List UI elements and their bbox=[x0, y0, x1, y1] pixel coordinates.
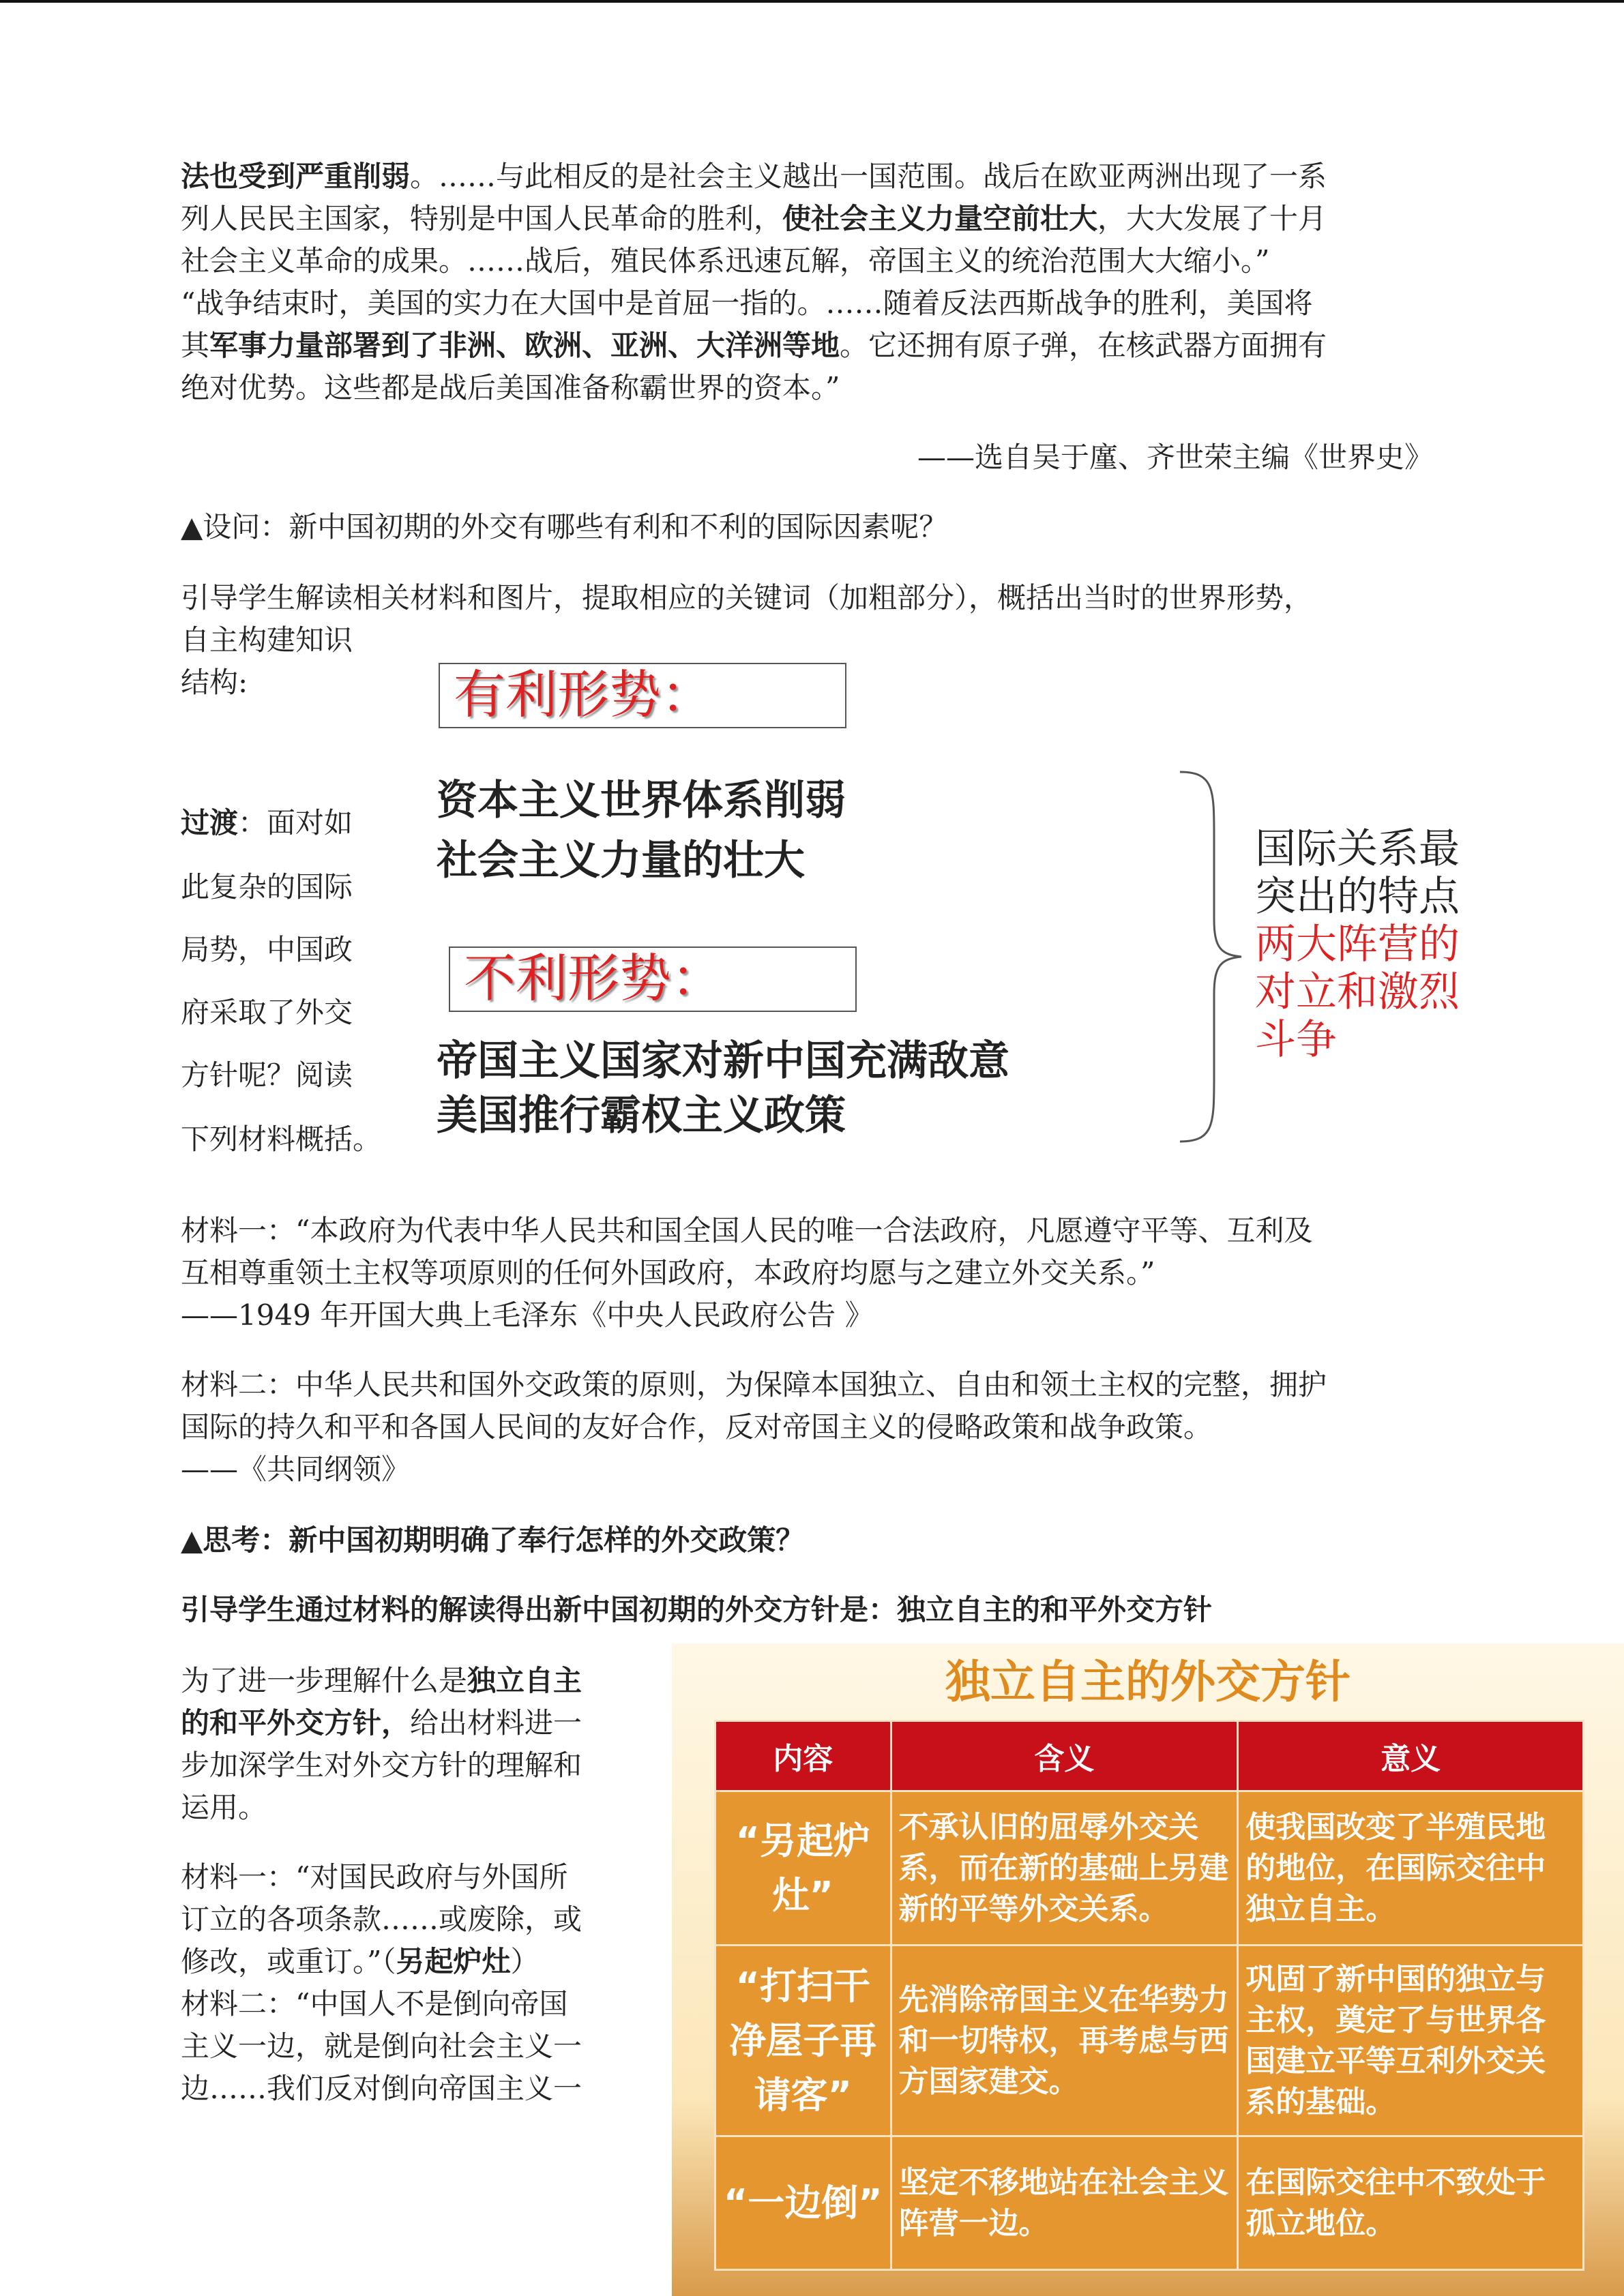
intro-text-5b: 。它还拥有原子弹，在核武器方面拥有 bbox=[840, 329, 1327, 362]
transition-line-3: 局势，中国政 bbox=[181, 933, 353, 966]
left-p1-bold-1: 独立自主 bbox=[467, 1664, 582, 1697]
row-3-significance: 在国际交往中不致处于孤立地位。 bbox=[1238, 2136, 1584, 2270]
table-header-row bbox=[715, 1721, 1584, 1791]
favorable-title: 有利形势： bbox=[454, 664, 713, 725]
left-m1-line-1: 材料一：“对国民政府与外国所 bbox=[181, 1860, 568, 1894]
material-1-source: ——1949 年开国大典上毛泽东《中央人民政府公告 》 bbox=[181, 1298, 874, 1332]
intro-text-2a: 列人民民主国家，特别是中国人民革命的胜利， bbox=[181, 202, 783, 235]
feature-text bbox=[1255, 825, 1460, 1064]
policy-table bbox=[714, 1720, 1584, 2271]
intro-bold-5: 军事力量部署到了非洲、欧洲、亚洲、大洋洲等地 bbox=[209, 329, 840, 362]
feature-line-2: 突出的特点 bbox=[1255, 873, 1460, 921]
transition-line-6: 下列材料概括。 bbox=[181, 1122, 382, 1156]
feature-red-line-3: 斗争 bbox=[1255, 1016, 1337, 1064]
guide-2: 引导学生通过材料的解读得出新中国初期的外交方针是：独立自主的和平外交方针 bbox=[181, 1593, 1213, 1626]
intro-text-5a: 其 bbox=[181, 329, 210, 362]
intro-bold-2: 使社会主义力量空前壮大 bbox=[782, 202, 1098, 235]
table-row bbox=[715, 1791, 1584, 1945]
intro-source: ——选自吴于廑、齐世荣主编《世界史》 bbox=[917, 441, 1434, 474]
row-2-meaning: 先消除帝国主义在华势力和一切特权，再考虑与西方国家建交。 bbox=[891, 1945, 1238, 2136]
feature-line-1: 国际关系最 bbox=[1255, 825, 1460, 873]
transition-line-1 bbox=[181, 802, 353, 844]
left-p1-bold-2: 的和平外交方针， bbox=[181, 1706, 411, 1740]
left-p1-text-2: 给出材料进一 bbox=[410, 1706, 582, 1740]
intro-line-1 bbox=[181, 155, 1327, 198]
row-1-significance: 使我国改变了半殖民地的地位，在国际交往中独立自主。 bbox=[1238, 1791, 1584, 1945]
header-meaning: 含义 bbox=[891, 1721, 1238, 1791]
intro-line-6: 绝对优势。这些都是战后美国准备称霸世界的资本。” bbox=[181, 371, 840, 404]
intro-line-2 bbox=[181, 198, 1327, 240]
intro-line-3: 社会主义革命的成果。……战后，殖民体系迅速瓦解，帝国主义的统治范围大大缩小。” bbox=[181, 244, 1270, 278]
favorable-item-1: 资本主义世界体系削弱 bbox=[437, 777, 846, 824]
left-p1-line-3: 步加深学生对外交方针的理解和 bbox=[181, 1748, 582, 1782]
table-row bbox=[715, 2136, 1584, 2270]
header-content: 内容 bbox=[715, 1721, 891, 1791]
curly-brace-icon bbox=[1173, 769, 1248, 1144]
unfavorable-item-2: 美国推行霸权主义政策 bbox=[437, 1092, 846, 1139]
left-p1-line-4: 运用。 bbox=[181, 1791, 267, 1824]
left-m2-line-1: 材料二：“中国人不是倒向帝国 bbox=[181, 1987, 568, 2021]
left-p1-line-1 bbox=[181, 1660, 582, 1702]
guide-1-line-3: 结构: bbox=[181, 666, 248, 699]
transition-line-2: 此复杂的国际 bbox=[181, 870, 353, 904]
favorable-item-2: 社会主义力量的壮大 bbox=[437, 837, 805, 884]
feature-red-line-2: 对立和激烈 bbox=[1255, 968, 1460, 1016]
unfavorable-title: 不利形势： bbox=[464, 948, 723, 1009]
guide-1-line-1: 引导学生解读相关材料和图片，提取相应的关键词（加粗部分），概括出当时的世界形势， bbox=[181, 581, 1313, 614]
transition-line-4: 府采取了外交 bbox=[181, 996, 353, 1029]
row-2-significance: 巩固了新中国的独立与主权，奠定了与世界各国建立平等互利外交关系的基础。 bbox=[1238, 1945, 1584, 2136]
material-2-line-1: 材料二：中华人民共和国外交政策的原则，为保障本国独立、自由和领土主权的完整，拥护 bbox=[181, 1368, 1327, 1401]
row-1-meaning: 不承认旧的屈辱外交关系，而在新的基础上另建新的平等外交关系。 bbox=[891, 1791, 1238, 1945]
row-2-content: “打扫干净屋子再请客” bbox=[715, 1945, 891, 2136]
left-m1-line-3 bbox=[181, 1941, 540, 1983]
panel-title: 独立自主的外交方针 bbox=[945, 1656, 1350, 1708]
material-1-line-2: 互相尊重领土主权等项原则的任何外国政府，本政府均愿与之建立外交关系。” bbox=[181, 1256, 1155, 1289]
question-2: ▲思考：新中国初期明确了奉行怎样的外交政策？ bbox=[181, 1523, 805, 1557]
unfavorable-item-1: 帝国主义国家对新中国充满敌意 bbox=[437, 1037, 1009, 1085]
transition-text-1: ：面对如 bbox=[238, 806, 353, 839]
question-1: ▲设问：新中国初期的外交有哪些有利和不利的国际因素呢？ bbox=[181, 510, 948, 543]
left-m2-line-2: 主义一边，就是倒向社会主义一 bbox=[181, 2029, 582, 2063]
intro-line-4: “战争结束时，美国的实力在大国中是首屈一指的。……随着反法西斯战争的胜利，美国将 bbox=[181, 286, 1313, 320]
row-1-content: “另起炉灶” bbox=[715, 1791, 891, 1945]
material-2-source: ——《共同纲领》 bbox=[181, 1452, 411, 1486]
left-m1-line-2: 订立的各项条款……或废除，或 bbox=[181, 1903, 582, 1936]
left-p1-text-1: 为了进一步理解什么是 bbox=[181, 1664, 468, 1697]
left-m1-text-3b: ） bbox=[510, 1945, 540, 1978]
material-2-line-2: 国际的持久和平和各国人民间的友好合作，反对帝国主义的侵略政策和战争政策。 bbox=[181, 1410, 1213, 1444]
left-m1-bold-3: 另起炉灶 bbox=[396, 1945, 511, 1978]
intro-line-5 bbox=[181, 325, 1327, 367]
transition-line-5: 方针呢？阅读 bbox=[181, 1058, 353, 1092]
feature-red-line-1: 两大阵营的 bbox=[1255, 921, 1460, 968]
intro-text-1: 。……与此相反的是社会主义越出一国范围。战后在欧亚两洲出现了一系 bbox=[410, 160, 1327, 193]
row-3-meaning: 坚定不移地站在社会主义阵营一边。 bbox=[891, 2136, 1238, 2270]
table-row bbox=[715, 1945, 1584, 2136]
favorable-box bbox=[439, 663, 846, 728]
row-3-content: “一边倒” bbox=[715, 2136, 891, 2270]
intro-bold-1: 法也受到严重削弱 bbox=[181, 160, 411, 193]
guide-1-line-2: 自主构建知识 bbox=[181, 623, 353, 657]
intro-text-2b: ，大大发展了十月 bbox=[1097, 202, 1327, 235]
transition-bold: 过渡 bbox=[181, 806, 239, 839]
left-m1-text-3a: 修改，或重订。”（ bbox=[181, 1945, 396, 1978]
header-significance: 意义 bbox=[1238, 1721, 1584, 1791]
left-m2-line-3: 边……我们反对倒向帝国主义一 bbox=[181, 2072, 582, 2105]
unfavorable-box bbox=[449, 946, 857, 1012]
top-border bbox=[0, 0, 1624, 3]
policy-panel bbox=[672, 1643, 1624, 2296]
material-1-line-1: 材料一：“本政府为代表中华人民共和国全国人民的唯一合法政府，凡愿遵守平等、互利及 bbox=[181, 1214, 1313, 1247]
left-p1-line-2 bbox=[181, 1702, 582, 1744]
